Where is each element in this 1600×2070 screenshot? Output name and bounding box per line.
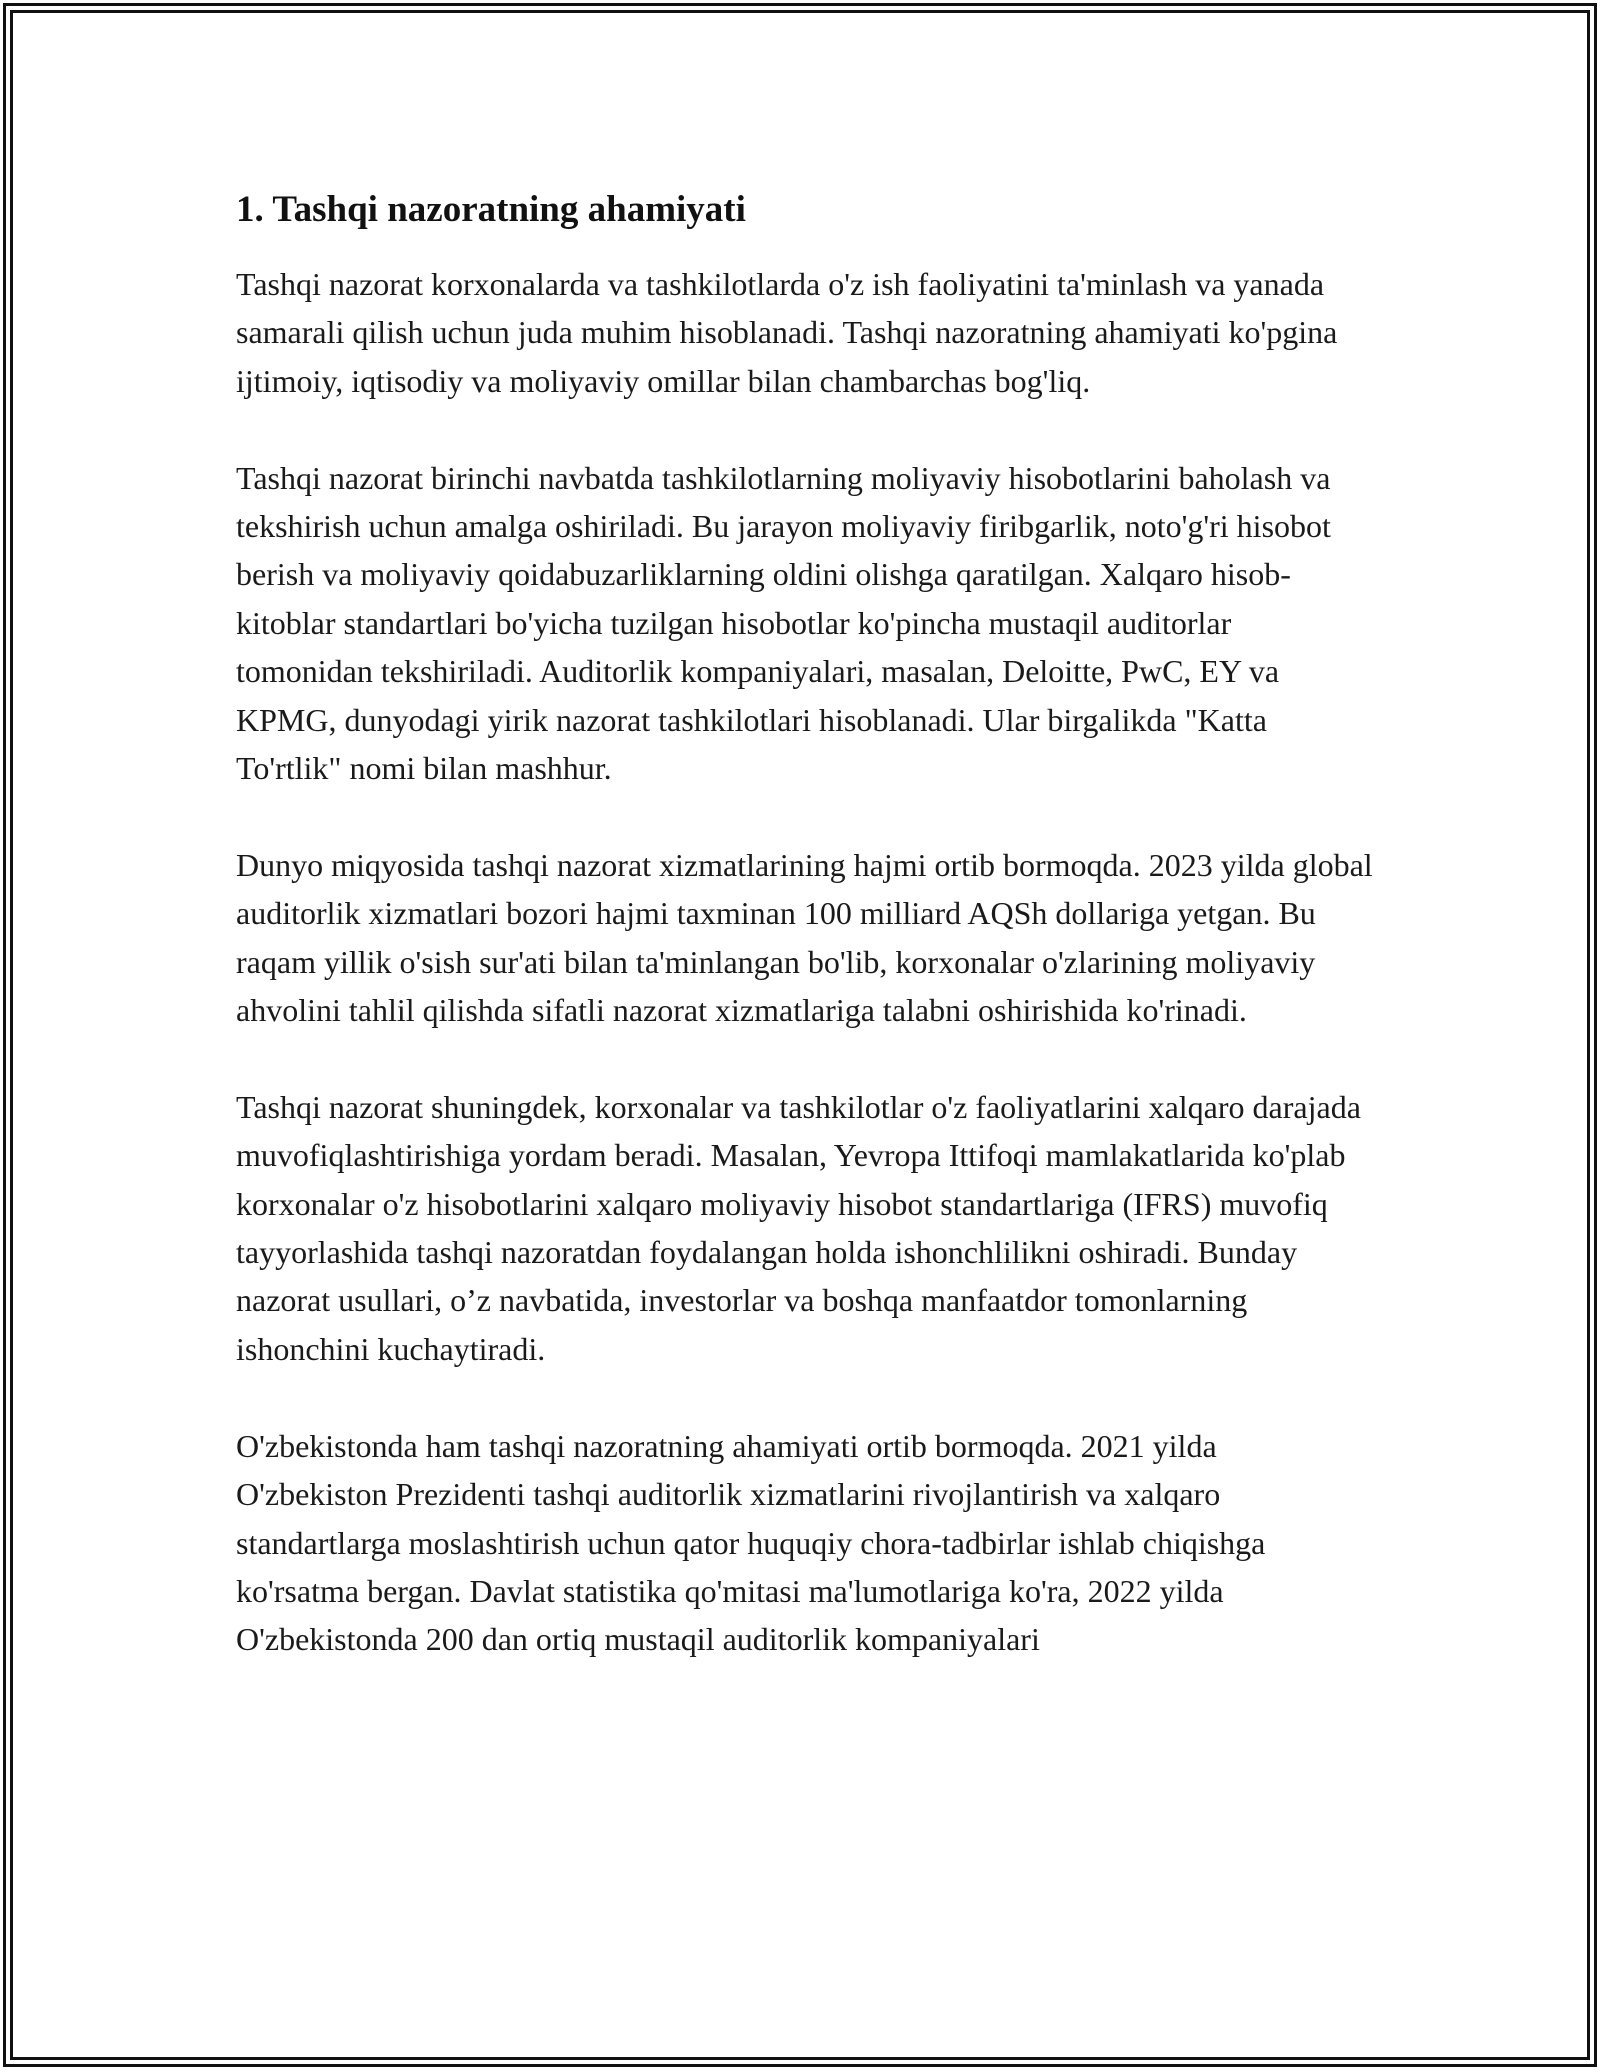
paragraph-3: Dunyo miqyosida tashqi nazorat xizmatlarining hajmi ortib bormoqda. 2023 yilda global auditorlik xizmatlari bozori hajmi taxminan 100 milliard AQSh dollariga yetgan. Bu raqam yillik o'sish sur'ati bilan ta'minlangan bo'lib, korxonalar o'zlarining moliyaviy ahvolini tahlil qilishda sifatli nazorat xizmatlariga talabni oshirishida ko'rinadi. [236, 846, 1373, 1029]
paragraph-4: Tashqi nazorat shuningdek, korxonalar va tashkilotlar o'z faoliyatlarini xalqaro darajada muvofiqlashtirishiga yordam beradi. Masalan, Yevropa Ittifoqi mamlakatlarida ko'plab korxonalar o'z hisobotlarini xalqaro moliyaviy hisobot standartlariga (IFRS) muvofiq tayyorlashida tashqi nazoratdan foydalangan holda ishonchlilikni oshiradi. Bunday nazorat usullari, o’z navbatida, investorlar va boshqa manfaatdor tomonlarning ishonchini kuchaytiradi. [236, 1088, 1361, 1367]
paragraph-1: Tashqi nazorat korxonalarda va tashkilotlarda o'z ish faoliyatini ta'minlash va yanada samarali qilish uchun juda muhim hisoblanadi. Tashqi nazoratning ahamiyati ko'pgina ijtimoiy, iqtisodiy va moliyaviy omillar bilan chambarchas bog'liq. [236, 266, 1338, 399]
paragraph-2: Tashqi nazorat birinchi navbatda tashkilotlarning moliyaviy hisobotlarini baholash va tekshirish uchun amalga oshiriladi. Bu jarayon moliyaviy firibgarlik, noto'g'ri hisobot berish va moliyaviy qoidabuzarliklarning oldini olishga qaratilgan. Xalqaro hisob-kitoblar standartlari bo'yicha tuzilgan hisobotlar ko'pincha mustaqil auditorlar tomonidan tekshiriladi. Auditorlik kompaniyalari, masalan, Deloitte, PwC, EY va KPMG, dunyodagi yirik nazorat tashkilotlari hisoblanadi. Ular birgalikda "Katta To'rtlik" nomi bilan mashhur. [236, 459, 1331, 787]
section-title: 1. Tashqi nazoratning ahamiyati [236, 189, 746, 230]
paragraph-5: O'zbekistonda ham tashqi nazoratning ahamiyati ortib bormoqda. 2021 yilda O'zbekiston Prezidenti tashqi auditorlik xizmatlarini rivojlantirish va xalqaro standartlarga moslashtirish uchun qator huquqiy chora-tadbirlar ishlab chiqishga ko'rsatma bergan. Davlat statistika qo'mitasi ma'lumotlariga ko'ra, 2022 yilda O'zbekistonda 200 dan ortiq mustaqil auditorlik kompaniyalari [236, 1427, 1266, 1658]
document-body [236, 186, 1376, 1664]
